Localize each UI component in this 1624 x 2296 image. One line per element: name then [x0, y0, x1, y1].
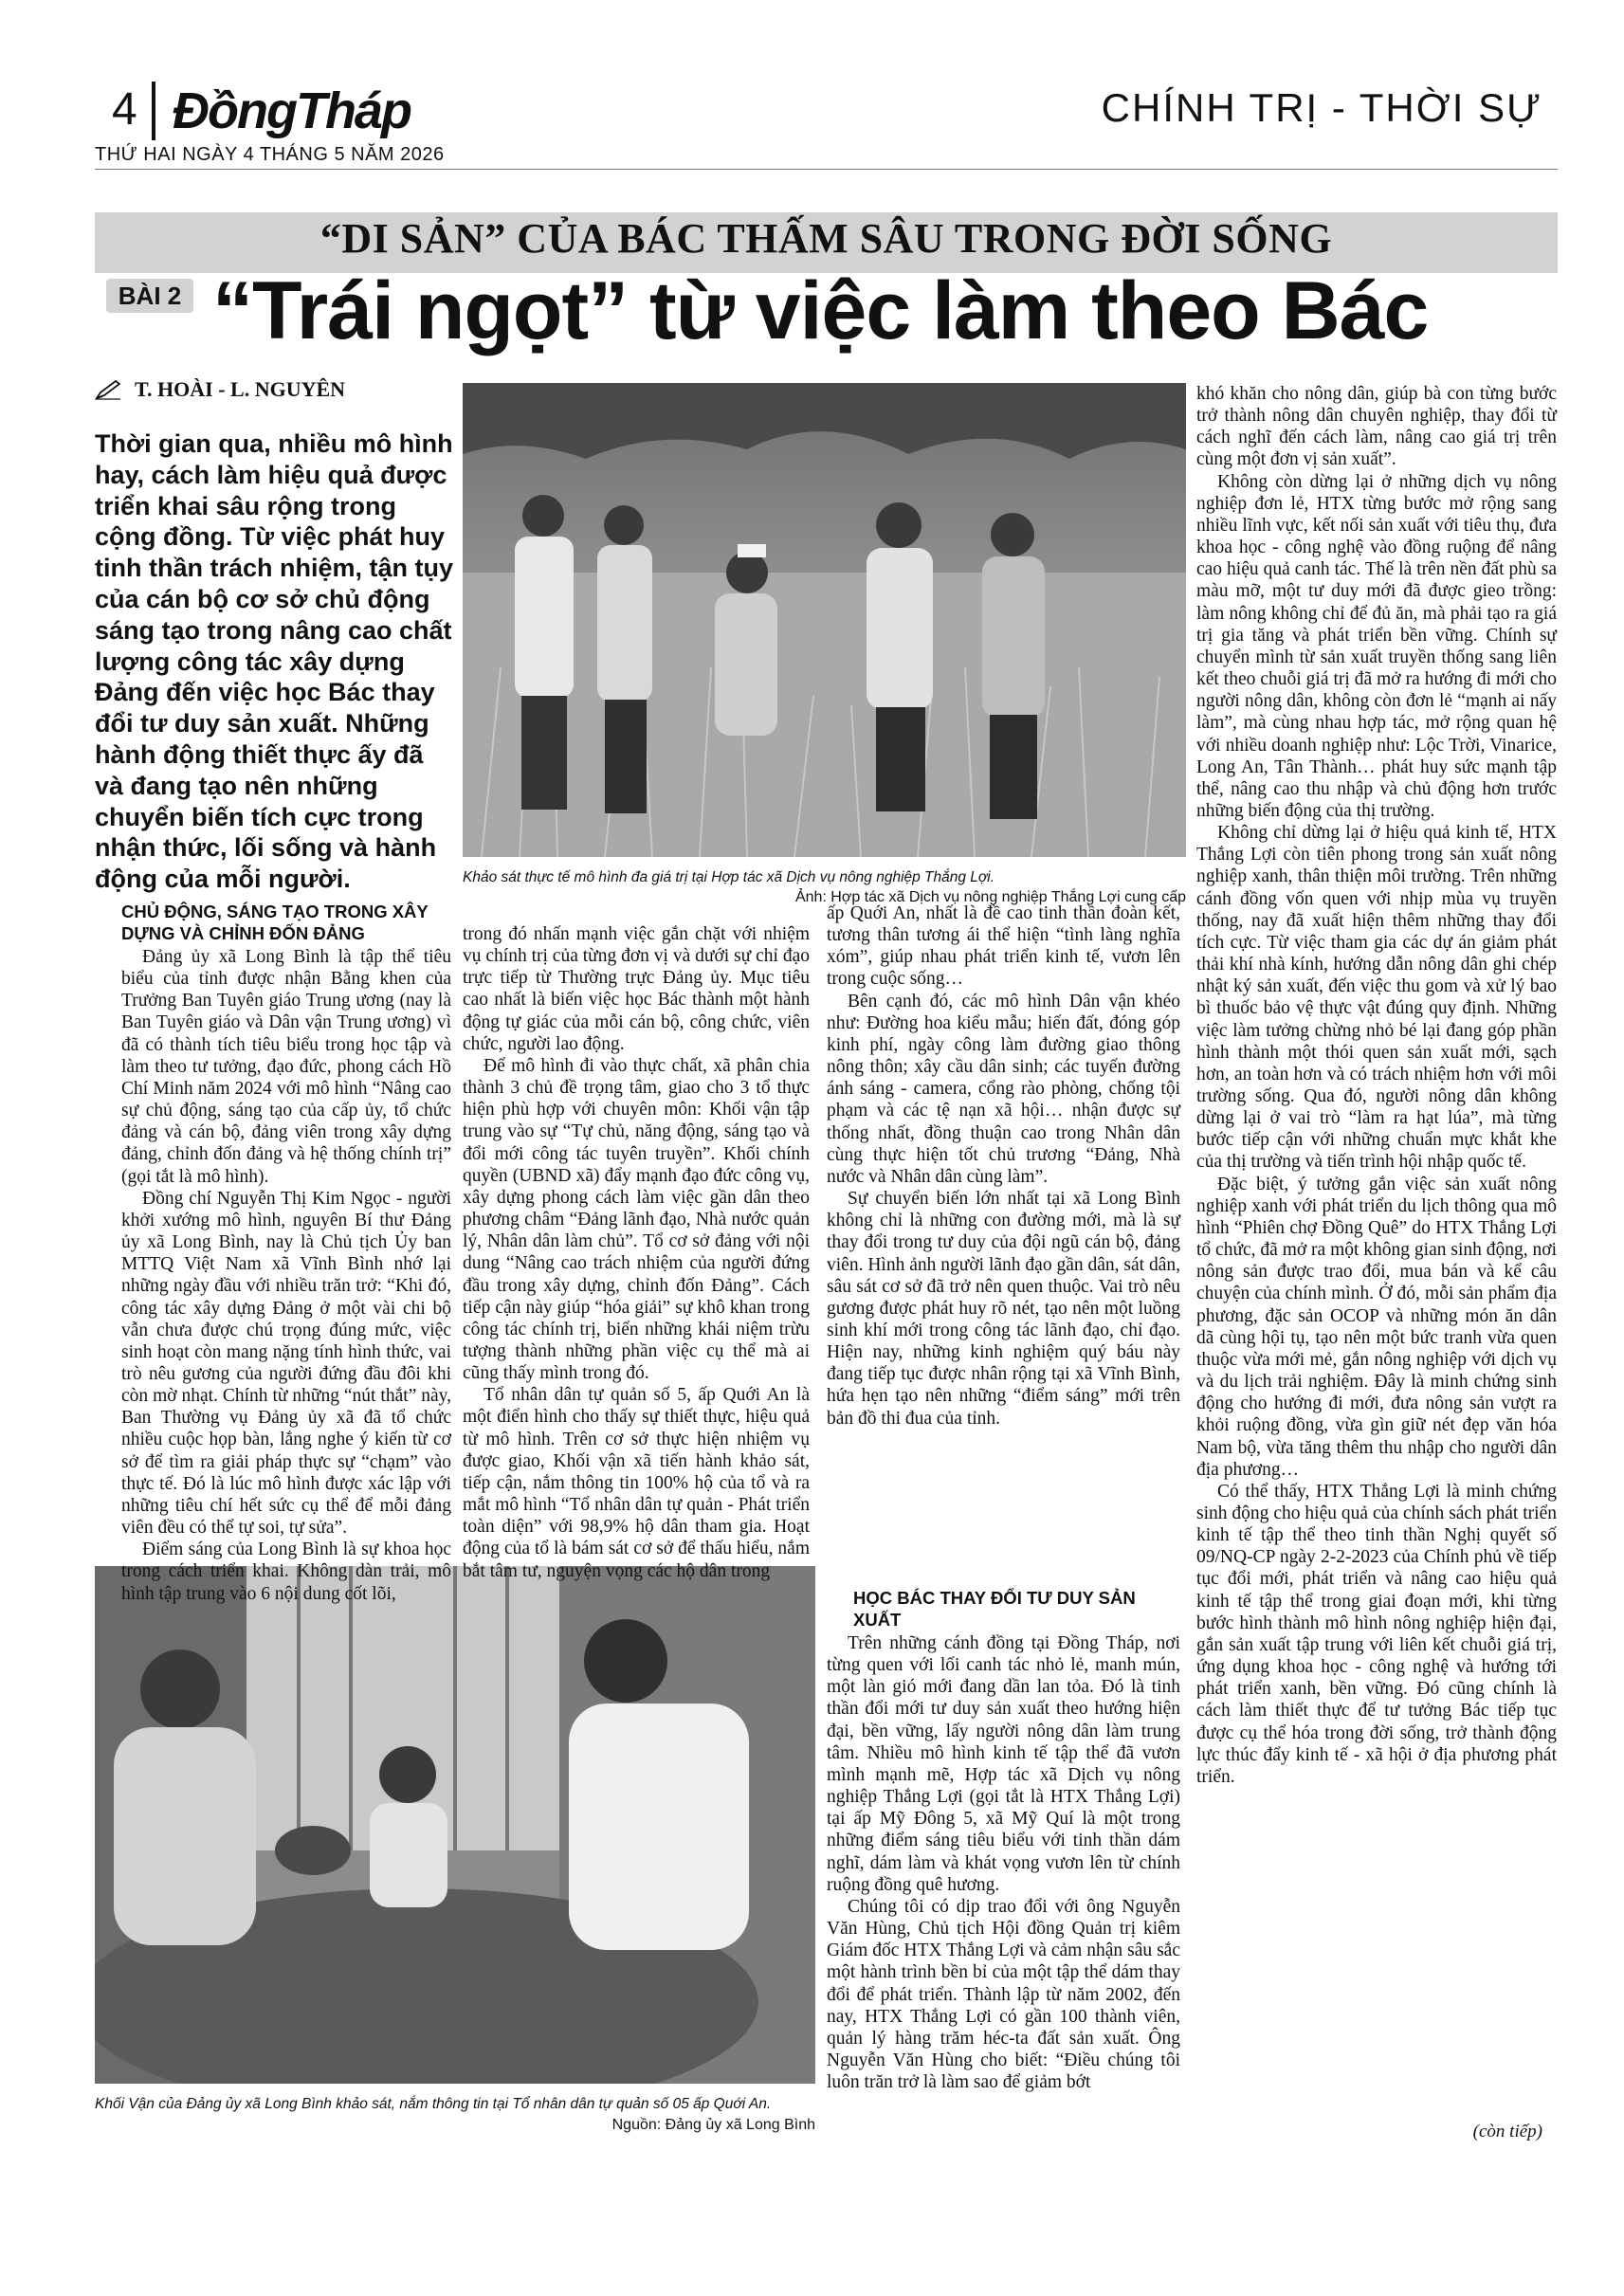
newspaper-logo: ĐồngTháp	[173, 82, 411, 139]
meeting-photo	[95, 1566, 815, 2084]
body-column-1	[121, 901, 451, 1605]
paragraph: khó khăn cho nông dân, giúp bà con từng bước trở thành nông dân chuyên nghiệp, thay đổi từ cách nghĩ đến cách làm, nâng cao giá trị trên cùng một đơn vị sản xuất”.	[1196, 384, 1557, 470]
header-divider	[152, 82, 155, 140]
pen-icon	[95, 379, 121, 400]
rice-field-photo	[463, 383, 1186, 857]
paragraph: Điểm sáng của Long Bình là sự khoa học trong cách triển khai. Không dàn trải, mô hình tập trung vào 6 nội dung cốt lõi,	[121, 1540, 451, 1604]
page-number: 4	[112, 84, 137, 135]
paragraph: Đồng chí Nguyễn Thị Kim Ngọc - người khởi xướng mô hình, nguyên Bí thư Đảng ủy xã Long Bình, nay là Chủ tịch Ủy ban MTTQ Việt Nam xã Vĩnh Bình nhớ lại những ngày đầu với nhiều trăn trở: “Khi đó, công tác xây dựng Đảng ở một vài chi bộ vẫn chưa được chú trọng đúng mức, việc sinh hoạt còn mang nặng tính hình thức, vai trò nêu gương của người đứng đầu đôi khi còn mờ nhạt. Chính từ những “nút thắt” này, Ban Thường vụ Đảng ủy xã đã tổ chức nhiều cuộc họp bàn, lắng nghe ý kiến từ cơ sở để tìm ra giải pháp thực sự “chạm” vào thực tế. Đó là lúc mô hình được xác lập với những tiêu chí hết sức cụ thể để mỗi đảng viên đều có thể tự soi, tự sửa”.	[121, 1188, 451, 1539]
paragraph: trong đó nhấn mạnh việc gắn chặt với nhiệm vụ chính trị của từng đơn vị và dưới sự chỉ đạo trực tiếp từ Thường trực Đảng ủy. Mục tiêu cao nhất là biến việc học Bác thành một hành động tự giác của mỗi cán bộ, công chức, viên chức, người lao động.	[463, 924, 810, 1054]
body-column-2	[463, 923, 810, 1582]
body-column-3	[827, 902, 1180, 1430]
body-column-4	[1196, 383, 1557, 1788]
section-title: CHÍNH TRỊ - THỜI SỰ	[1101, 85, 1542, 130]
body-column-3b	[827, 1587, 1180, 2093]
paragraph: Đặc biệt, ý tưởng gắn việc sản xuất nông nghiệp xanh với phát triển du lịch thông qua mô hình “Phiên chợ Đồng Quê” do HTX Thắng Lợi tổ chức, đã mở ra một không gian sinh động, nơi nông sản được trao đổi, mua bán và kể câu chuyện của chính mình. Ở đó, mỗi sản phẩm địa phương, đặc sản OCOP và những món ăn dân dã cùng hội tụ, tạo nên một bức tranh vừa quen thuộc vừa mới mẻ, gắn nông nghiệp với dịch vụ và du lịch trải nghiệm. Đây là minh chứng sinh động cho hướng đi mới, đưa nông sản vượt ra khỏi ruộng đồng, vừa gìn giữ nét đẹp văn hóa Nam bộ, vừa tăng thêm thu nhập cho người dân địa phương…	[1196, 1174, 1557, 1480]
article-headline: “Trái ngọt” từ việc làm theo Bác	[212, 265, 1429, 356]
paragraph: Sự chuyển biến lớn nhất tại xã Long Bình không chỉ là những con đường mới, mà là sự thay đổi trong tư duy của đội ngũ cán bộ, đảng viên. Hình ảnh người lãnh đạo gần dân, sát dân, sâu sát cơ sở đã trở nên quen thuộc. Vai trò nêu gương được phát huy rõ nét, tạo nên một luồng sinh khí mới trong công tác lãnh đạo, chỉ đạo. Hiện nay, những kinh nghiệm quý báu này đang tiếp tục được nhân rộng tại xã Vĩnh Bình, hứa hẹn tạo nên những “điểm sáng” mới trên bản đồ thi đua của tỉnh.	[827, 1189, 1180, 1429]
photo1-credit: Ảnh: Hợp tác xã Dịch vụ nông nghiệp Thắng Lợi cung cấp	[794, 889, 1186, 905]
article-lead: Thời gian qua, nhiều mô hình hay, cách làm hiệu quả được triển khai sâu rộng trong cộng đồng. Từ việc phát huy tinh thần trách nhiệm, tận tụy của cán bộ cơ sở chủ động sáng tạo trong nâng cao chất lượng công tác xây dựng Đảng đến việc học Bác thay đổi tư duy sản xuất. Những hành động thiết thực ấy đã và đang tạo nên những chuyển biến tích cực trong nhận thức, lối sống và hành động của mỗi người.	[95, 429, 454, 894]
byline: T. HOÀI - L. NGUYÊN	[135, 377, 346, 401]
paragraph: Có thể thấy, HTX Thắng Lợi là minh chứng sinh động cho hiệu quả của chính sách phát triển kinh tế tập thể theo tinh thần Nghị quyết số 09/NQ-CP ngày 2-2-2023 của Chính phủ về tiếp tục đổi mới, phát triển và nâng cao hiệu quả kinh tế tập thể trong giai đoạn mới, khi từng bước hình thành mô hình nông nghiệp hiện đại, gắn sản xuất tập trung với liên kết chuỗi giá trị, ứng dụng khoa học - công nghệ và hướng tới phát triển xanh, bền vững. Đó cũng chính là cách làm thiết thực để tư tưởng Bác tiếp tục được cụ thể hóa trong đời sống, trở thành động lực thúc đẩy kinh tế - xã hội ở địa phương phát triển.	[1196, 1481, 1557, 1787]
issue-date: THỨ HAI NGÀY 4 THÁNG 5 NĂM 2026	[95, 144, 445, 165]
paragraph: Không còn dừng lại ở những dịch vụ nông nghiệp đơn lẻ, HTX từng bước mở rộng sang nhiều lĩnh vực, kết nối sản xuất với tiêu thụ, đưa khoa học - công nghệ vào đồng ruộng để nâng cao hiệu quả canh tác. Thế là trên nền đất phù sa màu mỡ, một tư duy mới đã được gieo trồng: làm nông không chỉ để đủ ăn, mà phải tạo ra giá trị gia tăng và phát triển bền vững. Chính sự chuyển mình từ sản xuất truyền thống sang liên kết theo chuỗi giá trị đã mở ra hướng đi mới cho người nông dân, không còn đơn lẻ “mạnh ai nấy làm”, mà cùng nhau hợp tác, mở rộng quan hệ với nhiều doanh nghiệp như: Lộc Trời, Vinarice, Long An, Tân Thành… phát huy sức mạnh tập thể, nâng cao thu nhập và chủ động hơn trước những biến động của thị trường.	[1196, 471, 1557, 821]
paragraph: Bên cạnh đó, các mô hình Dân vận khéo như: Đường hoa kiểu mẫu; hiến đất, đóng góp kinh phí, ngày công làm đường giao thông nông thôn; xây cầu dân sinh; các tuyến đường ánh sáng - camera, cổng rào phòng, chống tội phạm và các tệ nạn xã hội… nhận được sự thống nhất, đồng thuận cao trong Nhân dân cùng thực hiện tốt chủ trương “Đảng, Nhà nước và Nhân dân cùng làm”.	[827, 991, 1180, 1187]
paragraph: Trên những cánh đồng tại Đồng Tháp, nơi từng quen với lối canh tác nhỏ lẻ, manh mún, một làn gió mới đang dần lan tỏa. Đó là tinh thần đổi mới tư duy sản xuất theo hướng hiện đại, bền vững, lấy người nông dân làm trung tâm. Nhiều mô hình kinh tế tập thể đã vươn mình mạnh mẽ, Hợp tác xã Dịch vụ nông nghiệp Thắng Lợi (gọi tắt là HTX Thắng Lợi) tại ấp Mỹ Đông 5, xã Mỹ Quí là một trong những điểm sáng tiêu biểu với tinh thần dám nghĩ, dám làm và khát vọng vươn lên từ chính ruộng đồng quê hương.	[827, 1633, 1180, 1895]
part-label: BÀI 2	[106, 279, 193, 313]
paragraph: ấp Quới An, nhất là đề cao tinh thần đoàn kết, tương thân tương ái thể hiện “tình làng nghĩa xóm”, giúp nhau phát triển kinh tế, vươn lên trong cuộc sống…	[827, 903, 1180, 990]
subhead-2: HỌC BÁC THAY ĐỔI TƯ DUY SẢN XUẤT	[853, 1588, 1136, 1630]
paragraph: Không chỉ dừng lại ở hiệu quả kinh tế, HTX Thắng Lợi còn tiên phong trong sản xuất nông nghiệp xanh, thân thiện môi trường. Trên những cánh đồng vốn quen với nhịp mùa vụ truyền thống, nay đã xuất hiện thêm những thay đổi tích cực. Từ việc tham gia các dự án giảm phát thải khí nhà kính, hướng dẫn nông dân ghi chép nhật ký sản xuất, đến việc thu gom và xử lý bao bì thuốc bảo vệ thực vật đúng quy định. Những việc làm tưởng chừng nhỏ bé lại đang góp phần hình thành một thói quen sản xuất mới, sạch hơn, an toàn hơn và có trách nhiệm hơn với môi trường sống. Qua đó, người nông dân không dừng lại ở vai trò “làm ra hạt lúa”, mà từng bước tiếp cận với những chuẩn mực khắt khe của thị trường và tiến trình hội nhập quốc tế.	[1196, 823, 1557, 1173]
subhead-1: CHỦ ĐỘNG, SÁNG TẠO TRONG XÂY DỰNG VÀ CHỈNH ĐỐN ĐẢNG	[121, 902, 429, 943]
paragraph: Đảng ủy xã Long Bình là tập thể tiêu biểu của tỉnh được nhận Bằng khen của Trưởng Ban Tuyên giáo Trung ương (nay là Ban Tuyên giáo và Dân vận Trung ương) vì đã có thành tích tiêu biểu trong học tập và làm theo tư tưởng, đạo đức, phong cách Hồ Chí Minh năm 2024 với mô hình “Nâng cao sự chủ động, sáng tạo của cấp ủy, tổ chức đảng và cán bộ, đảng viên trong xây dựng đảng, chỉnh đốn đảng và hệ thống chính trị” (gọi tắt là mô hình).	[121, 947, 451, 1187]
paragraph: Tổ nhân dân tự quản số 5, ấp Quới An là một điển hình cho thấy sự thiết thực, hiệu quả từ mô hình. Trên cơ sở thực hiện nhiệm vụ được giao, Khối vận xã tiến hành khảo sát, tiếp cận, nắm thông tin 100% hộ của tổ và ra mắt mô hình “Tổ nhân dân tự quản - Phát triển toàn diện” với 98,9% hộ dân tham gia. Hoạt động của tổ là bám sát cơ sở để thấu hiểu, nắm bắt tâm tư, nguyện vọng các hộ dân trong	[463, 1385, 810, 1581]
photo1-caption: Khảo sát thực tế mô hình đa giá trị tại Hợp tác xã Dịch vụ nông nghiệp Thắng Lợi.	[463, 869, 995, 885]
continued-note: (còn tiếp)	[1472, 2122, 1542, 2141]
paragraph: Chúng tôi có dịp trao đổi với ông Nguyễn Văn Hùng, Chủ tịch Hội đồng Quản trị kiêm Giám đốc HTX Thắng Lợi và cảm nhận sâu sắc một hành trình bền bỉ của một tập thể dám thay đổi để phát triển. Thành lập từ năm 2002, đến nay, HTX Thắng Lợi có gần 100 thành viên, quản lý hàng trăm héc-ta đất sản xuất. Ông Nguyễn Văn Hùng cho biết: “Điều chúng tôi luôn trăn trở là làm sao để giảm bớt	[827, 1896, 1180, 2093]
paragraph: Để mô hình đi vào thực chất, xã phân chia thành 3 chủ đề trọng tâm, giao cho 3 tổ thực hiện phù hợp với chuyên môn: Khối vận tập trung vào sự “Tự chủ, năng động, sáng tạo và đổi mới công tác tuyên truyền”. Khối chính quyền (UBND xã) đẩy mạnh đạo đức công vụ, xây dựng phong cách làm việc gần dân theo phương châm “Đảng lãnh đạo, Nhà nước quản lý, Nhân dân làm chủ”. Tổ cơ sở đảng với nội dung “Nâng cao trách nhiệm của người đứng đầu trong xây dựng, chỉnh đốn Đảng”. Cách tiếp cận này giúp “hóa giải” sự khô khan trong công tác chính trị, biến những khái niệm trừu tượng thành những phần việc cụ thể mà ai cũng thấy mình trong đó.	[463, 1055, 810, 1384]
article-kicker: “DI SẢN” CỦA BÁC THẤM SÂU TRONG ĐỜI SỐNG	[319, 215, 1333, 262]
header-rule	[95, 169, 1558, 170]
photo2-caption: Khối Vận của Đảng ủy xã Long Bình khảo sát, nắm thông tin tại Tổ nhân dân tự quản số 05 ấp Quới An.	[95, 2096, 772, 2112]
photo2-credit: Nguồn: Đảng ủy xã Long Bình	[611, 2117, 815, 2133]
